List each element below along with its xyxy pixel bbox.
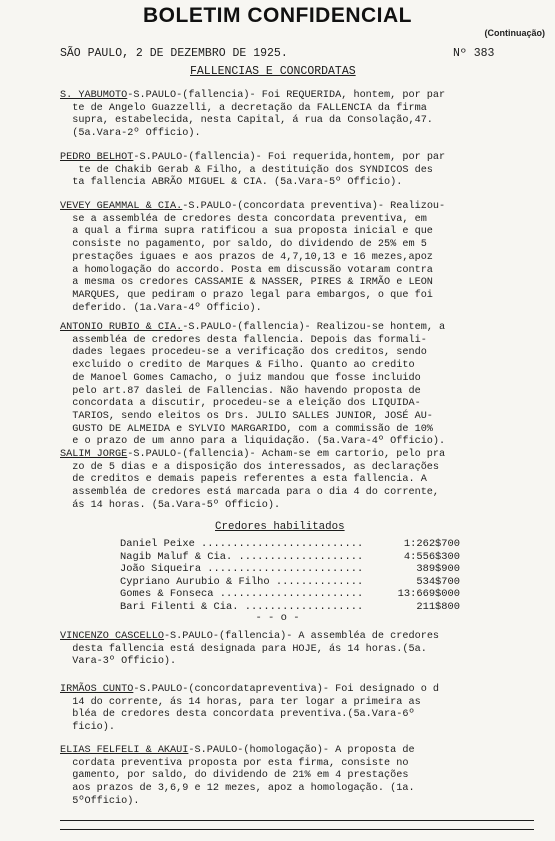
separator: - - o - [255,612,300,624]
entry-line: desta fallencia está designada para HOJE, ás 14 horas.(5a. [60,643,427,655]
entry-line: gamento, por saldo, do dividendo de 21% em 4 prestações [60,770,409,782]
bulletin-number: Nº 383 [453,47,495,60]
entry-name: VEVEY GEAMMAL & CIA. [60,201,183,212]
creditor-amount: 1:262$700 [403,538,460,550]
entry-line: ás 14 horas. (5a.Vara-5º Officio). [60,499,281,511]
entry-text: -S.PAULO-(homologação)- A proposta de [188,745,415,756]
entry-text: -S.PAULO-(concordata preventiva)- Realizou- [182,201,446,212]
creditors-title: Credores habilitados [215,521,345,533]
entry-name: ELIAS FELFELI & AKAUI [60,745,189,756]
creditor-row [120,588,460,601]
entry-line: de Manoel Gomes Camacho, o juiz mandou que fosse incluido [60,372,421,384]
entry-block [60,152,535,190]
entry-line: Vara-3º Officio). [60,656,177,668]
entry-line [60,745,535,758]
entry-name: ANTONIO RUBIO & CIA. [60,322,183,333]
entry-block [60,90,535,141]
entry-line: ta fallencia ABRÃO MIGUEL & CIA. (5a.Vara-5º Officio). [60,177,403,189]
entry-line: 14 do corrente, ás 14 horas, para ter logar a primeira as [60,696,421,708]
entry-text: -S.PAULO-(fallencia)- Acham-se em cartorio, pelo pra [127,449,446,460]
entry-line [60,631,535,644]
creditor-amount: 534$700 [416,575,460,588]
entry-line: MARQUES, que pediram o prazo legal para embargos, o que foi [60,289,433,301]
entry-line: excluido o credito de Marques & Filho. Quanto ao credito [60,360,415,372]
entry-line [60,201,535,214]
entry-line: deferido. (1a.Vara-4º Officio). [60,302,262,314]
entry-line [60,90,535,103]
creditor-name: João Siqueira ......................... [120,563,364,576]
creditor-row [120,563,460,576]
entry-line [60,152,535,165]
entry-name: SALIM JORGE [60,449,128,460]
entry-block [60,745,535,809]
creditor-amount: 389$900 [416,563,460,576]
entry-line: dades legaes procedeu-se a verificação dos creditos, sendo [60,347,427,359]
creditor-name: Daniel Peixe .......................... [120,538,364,550]
creditor-row [120,538,460,551]
entry-line: ficio). [60,722,116,734]
entry-line: prestações iguaes e aos prazos de 4,7,10,13 e 16 mezes,apoz [60,251,433,263]
entry-line [60,322,535,335]
creditor-amount: 13:669$000 [397,588,460,601]
creditor-name: Gomes & Fonseca ....................... [120,588,364,601]
entry-line: zo de 5 dias e a disposição dos interessados, as declarações [60,461,440,473]
entry-line: cordata preventiva proposta por esta firma, consiste no [60,757,409,769]
entry-name: VINCENZO CASCELLO [60,631,164,642]
creditor-name: Cypriano Aurubio & Filho .............. [120,575,364,588]
entry-line: GUSTO DE ALMEIDA e SYLVIO MARGARIDO, com a commissão de 10% [60,423,433,435]
entry-line: a homologação do accordo. Posta em discussão votaram contra [60,264,433,276]
creditors-list [120,538,460,614]
creditor-amount: 211$800 [416,600,460,613]
page-title: BOLETIM CONFIDENCIAL [143,4,412,27]
entry-line: 5ºOfficio). [60,795,140,807]
entry-text: -S.PAULO-(fallencia)- Foi requerida,hontem, por par [133,152,446,163]
entry-line: (5a.Vara-2º Officio). [60,128,201,140]
entry-line: e o prazo de um anno para a liquidação. (5a.Vara-4º Officio). [60,436,446,448]
entry-text: -S.PAULO-(fallencia)- A assembléa de credores [163,631,440,642]
section-title: FALLENCIAS E CONCORDATAS [190,65,356,78]
bottom-rule [60,820,534,821]
entry-line: supra, estabelecida, nesta Capital, á rua da Consolação,47. [60,115,433,127]
entry-line: se a assembléa de credores desta concordata preventiva, em [60,213,427,225]
entry-line: a mesma os credores CASSAMIE & NASSER, PIRES & IRMÃO e LEON [60,277,433,289]
entry-block [60,322,535,449]
entry-block [60,449,535,513]
entry-block [60,201,535,315]
bottom-rule [60,829,534,830]
entry-line: de creditos e demais papeis referentes a esta fallencia. A [60,474,427,486]
date-line: SÃO PAULO, 2 DE DEZEMBRO DE 1925. [60,47,288,60]
entry-line [60,684,535,697]
entry-line: a qual a firma supra ratificou a sua proposta inicial e que [60,226,433,238]
entry-name: IRMÃOS CUNTO [60,684,134,695]
creditor-row [120,551,460,564]
entry-line: aos prazos de 3,6,9 e 12 mezes, apoz a homologação. (1a. [60,783,415,795]
entry-line: assembléa de credores está marcada para o dia 4 do corrente, [60,487,440,499]
entry-name: S. YABUMOTO [60,90,128,101]
entry-text: -S.PAULO-(fallencia)- Realizou-se hontem, a [182,322,446,333]
entry-line: te de Chakib Gerab & Filho, a destituição dos SYNDICOS des [60,164,433,176]
entry-block [60,631,535,669]
entry-line: bléa de credores desta concordata preventiva.(5a.Vara-6º [60,709,415,721]
creditor-row [120,576,460,589]
entry-line: te de Angelo Guazzelli, a decretação da FALLENCIA da firma [60,102,427,114]
creditor-name: Bari Filenti & Cia. ................... [120,600,364,613]
entry-name: PEDRO BELHOT [60,152,134,163]
entry-line: assembléa de credores desta fallencia. Depois das formali- [60,334,427,346]
creditor-amount: 4:556$300 [403,550,460,563]
entry-line [60,449,535,462]
continuation-label: (Continuação) [484,28,545,38]
entry-text: -S.PAULO-(fallencia)- Foi REQUERIDA, hontem, por par [127,90,446,101]
entry-text: -S.PAULO-(concordatapreventiva)- Foi designado o d [133,684,440,695]
entry-line: TARIOS, sendo eleitos os Drs. JULIO SALLES JUNIOR, JOSÉ AU- [60,410,433,422]
entry-line: concordata a discutir, procedeu-se a eleição dos LIQUIDA- [60,398,421,410]
entry-block [60,684,535,735]
creditor-name: Nagib Maluf & Cia. .................... [120,550,364,563]
entry-line: pelo art.87 daslei de Fallencias. Não havendo proposta de [60,385,421,397]
entry-line: consiste no pagamento, por saldo, do dividendo de 25% em 5 [60,239,427,251]
